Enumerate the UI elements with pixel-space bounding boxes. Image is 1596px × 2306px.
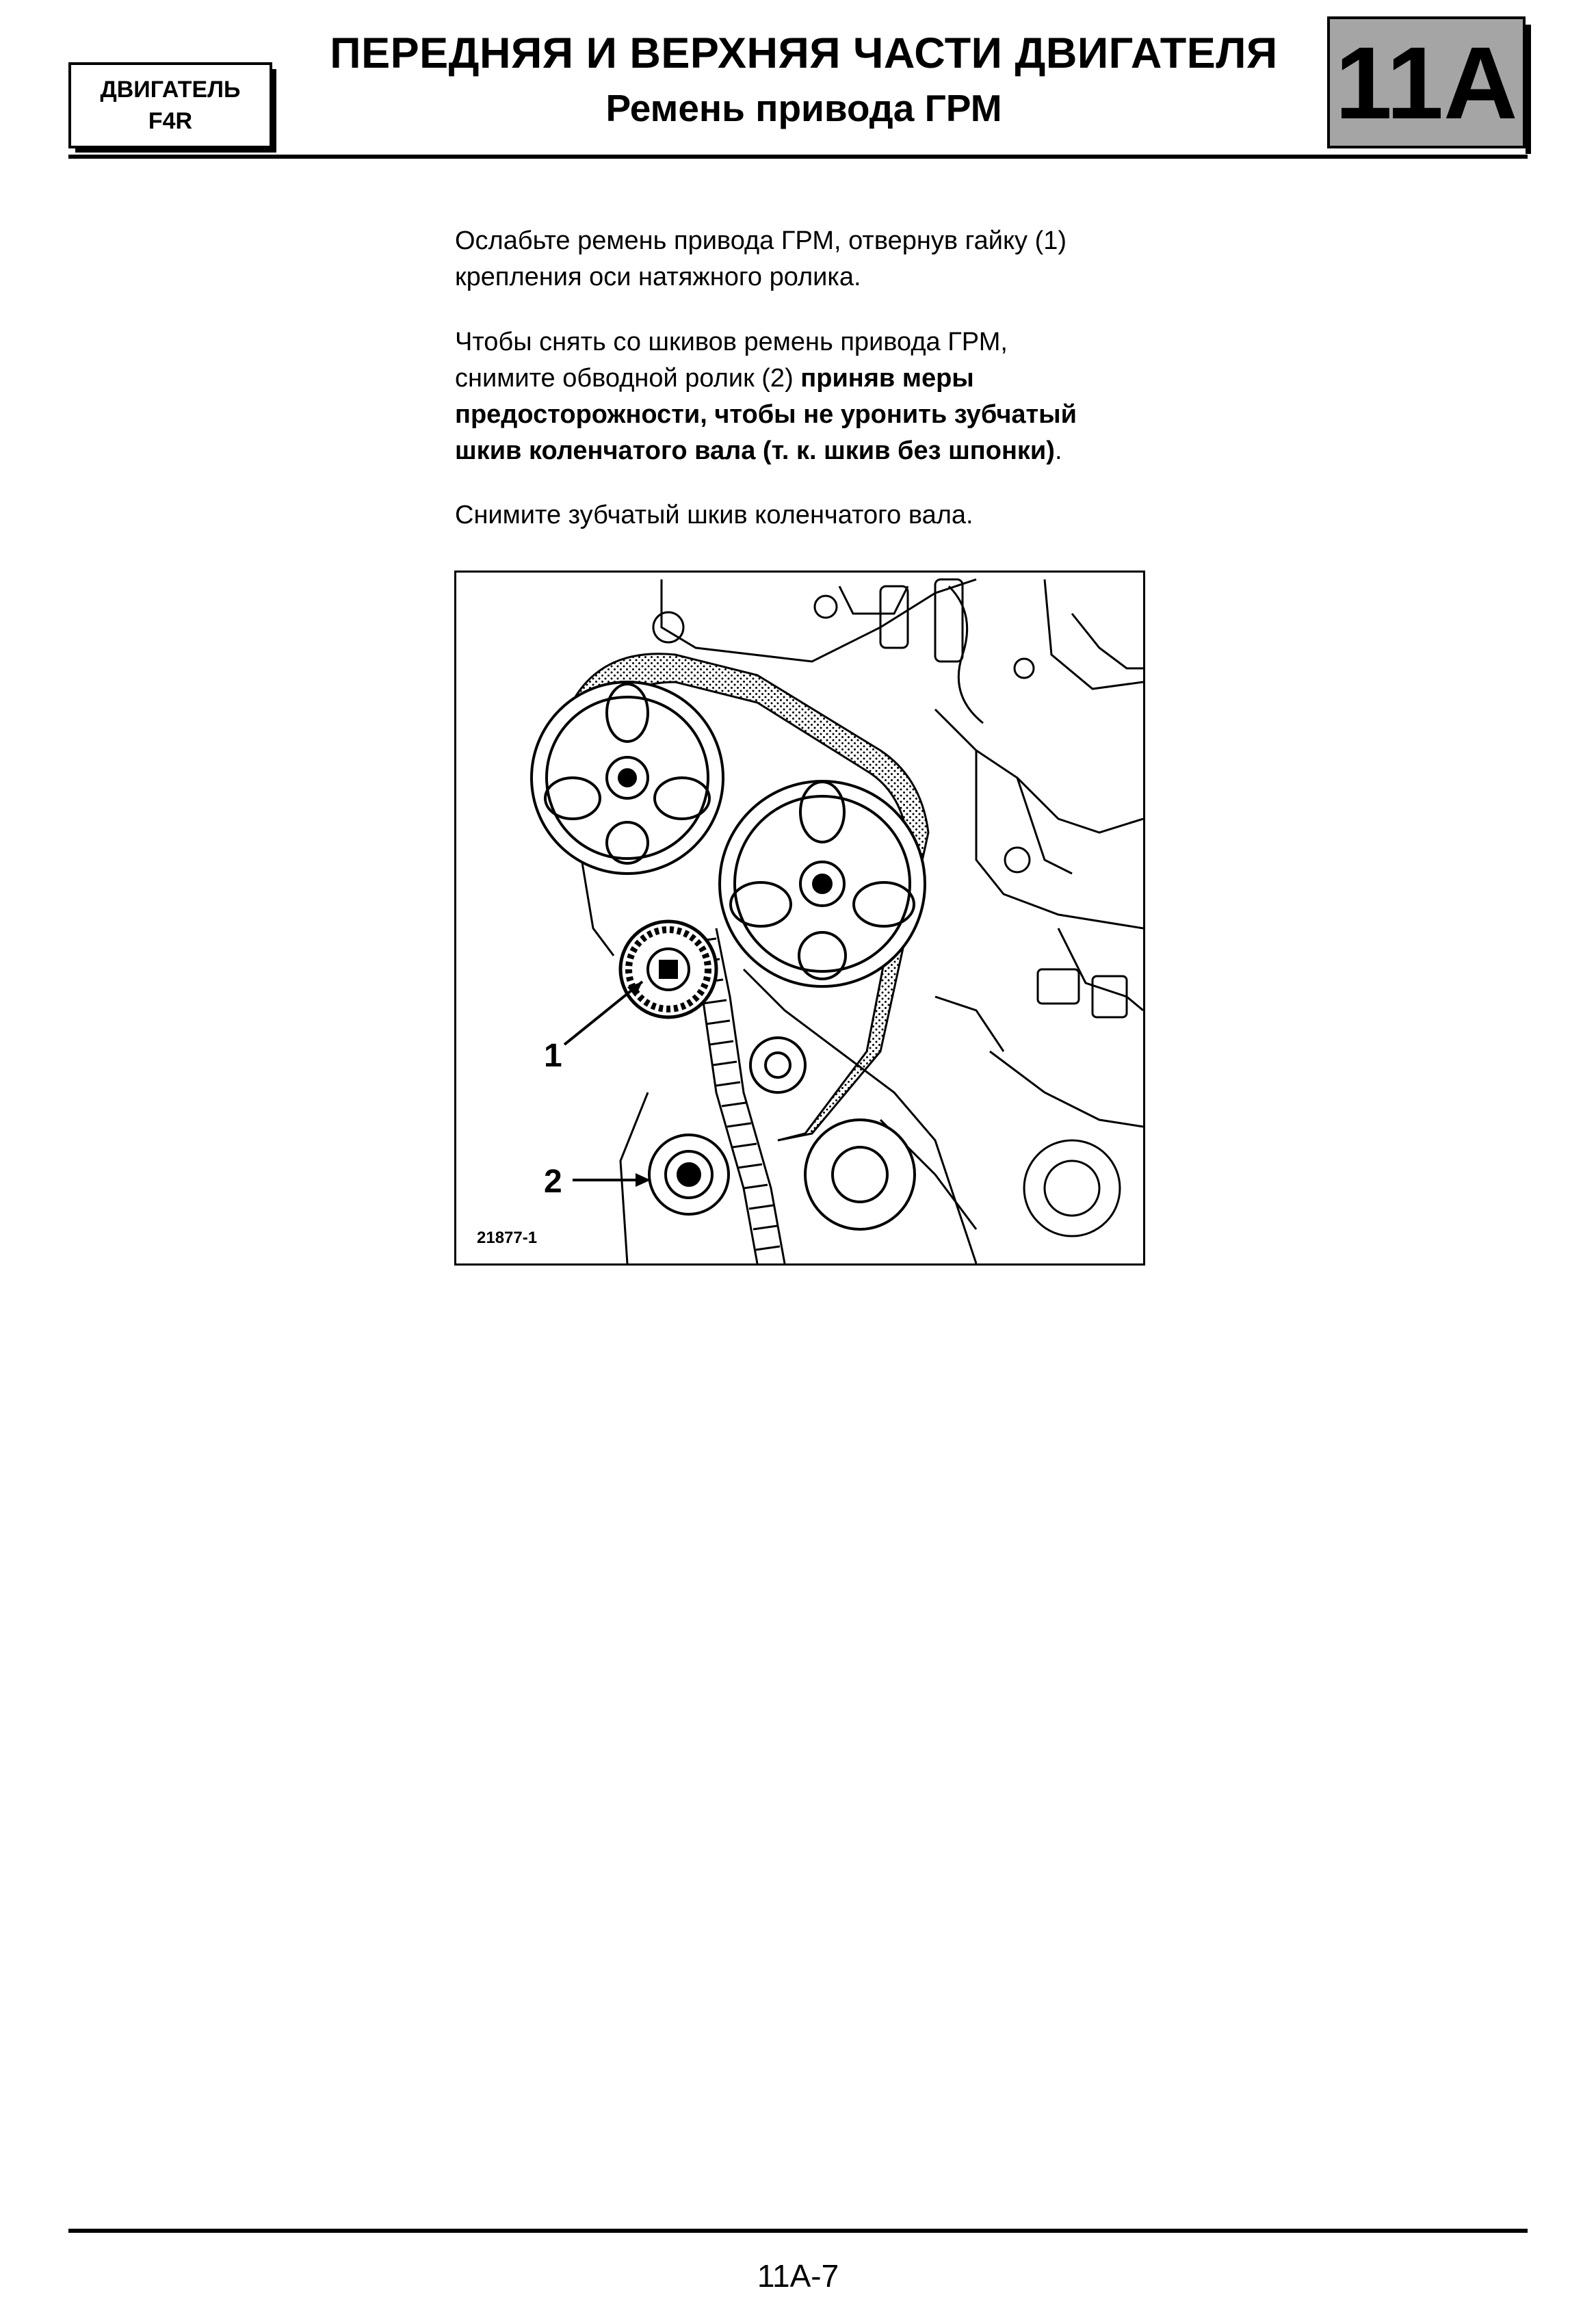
engine-label: ДВИГАТЕЛЬ	[100, 77, 241, 103]
callout-arrow-1	[564, 982, 642, 1045]
water-pump-pulley	[750, 1038, 915, 1229]
caution-text: приняв меры	[800, 364, 974, 393]
timing-belt-drawing	[456, 573, 1143, 1263]
page-number: 11A-7	[757, 2258, 839, 2294]
engine-label-box	[68, 62, 272, 148]
section-subtitle: Ремень привода ГРМ	[605, 87, 1002, 129]
header-rule	[68, 155, 1528, 159]
camshaft-pulley-right	[720, 781, 925, 986]
engine-code: F4R	[148, 108, 193, 134]
footer-rule	[68, 2229, 1528, 2233]
figure-reference: 21877-1	[477, 1229, 538, 1247]
section-title: ПЕРЕДНЯЯ И ВЕРХНЯЯ ЧАСТИ ДВИГАТЕЛЯ	[330, 29, 1278, 77]
callout-label-1: 1	[544, 1038, 562, 1074]
engine-illustration	[454, 571, 1145, 1266]
paragraph-loosen-belt: Ослабьте ремень привода ГРМ, отвернув гайку (1) крепления оси натяжного ролика.	[455, 226, 1067, 291]
chapter-badge: 11A	[1327, 16, 1526, 148]
idler-roller	[649, 1135, 729, 1214]
camshaft-pulley-left	[532, 682, 723, 874]
paragraph-remove-pulley: Снимите зубчатый шкив коленчатого вала.	[455, 501, 973, 529]
callout-label-2: 2	[544, 1164, 562, 1200]
paragraph-remove-belt: Чтобы снять со шкивов ремень привода ГРМ, снимите обводной ролик (2) приняв меры предосторожности, чтобы не уронить зубчатый шкив коленчатого вала (т. к. шкив без шпонки).	[455, 328, 1077, 465]
tensioner-roller	[620, 921, 716, 1017]
